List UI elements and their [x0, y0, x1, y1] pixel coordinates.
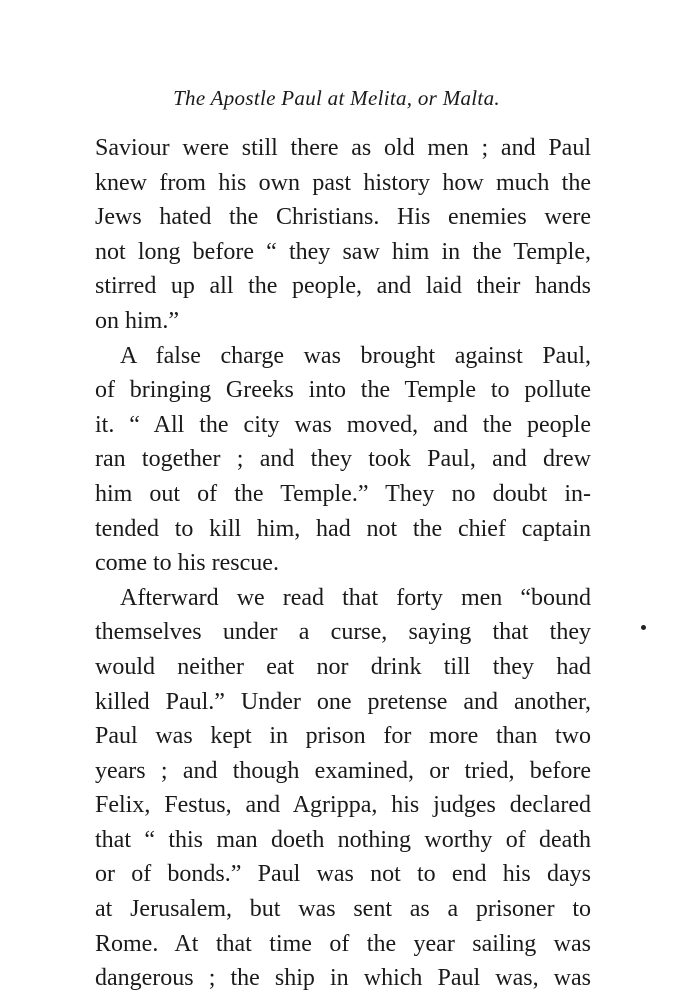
text-line: Rome. At that time of the year sailing was [95, 930, 591, 957]
text-line: knew from his own past history how much the [95, 169, 591, 196]
paragraph-start-line: Afterward we read that forty men “bound [120, 584, 591, 611]
text-line: it. “ All the city was moved, and the people [95, 411, 591, 438]
text-line: stirred up all the people, and laid their hands [95, 273, 591, 300]
paragraph-start-line: A false charge was brought against Paul, [120, 342, 591, 369]
text-line: Paul was kept in prison for more than two [95, 723, 591, 750]
text-line: killed Paul.” Under one pretense and another, [95, 688, 591, 715]
text-line: tended to kill him, had not the chief captain [95, 515, 591, 542]
text-line: Jews hated the Christians. His enemies were [95, 204, 591, 231]
text-line: him out of the Temple.” They no doubt in- [95, 480, 591, 507]
text-line: would neither eat nor drink till they had [95, 653, 591, 680]
text-line: come to his rescue. [95, 550, 279, 577]
text-line: ran together ; and they took Paul, and drew [95, 446, 591, 473]
text-line: or of bonds.” Paul was not to end his days [95, 861, 591, 888]
text-line: not long before “ they saw him in the Temple, [95, 238, 591, 265]
text-line: of bringing Greeks into the Temple to pollute [95, 377, 591, 404]
margin-ink-dot [641, 625, 646, 630]
text-line: years ; and though examined, or tried, before [95, 757, 591, 784]
text-line: themselves under a curse, saying that they [95, 619, 591, 646]
text-line: that “ this man doeth nothing worthy of death [95, 826, 591, 853]
text-line: on him.” [95, 307, 179, 334]
body-text [95, 131, 591, 996]
text-line: Saviour were still there as old men ; and Paul [95, 135, 591, 161]
text-line: dangerous ; the ship in which Paul was, was [95, 965, 591, 992]
text-line: Felix, Festus, and Agrippa, his judges declared [95, 792, 591, 819]
text-line: at Jerusalem, but was sent as a prisoner to [95, 896, 591, 923]
running-head-title: The Apostle Paul at Melita, or Malta. [173, 86, 500, 110]
